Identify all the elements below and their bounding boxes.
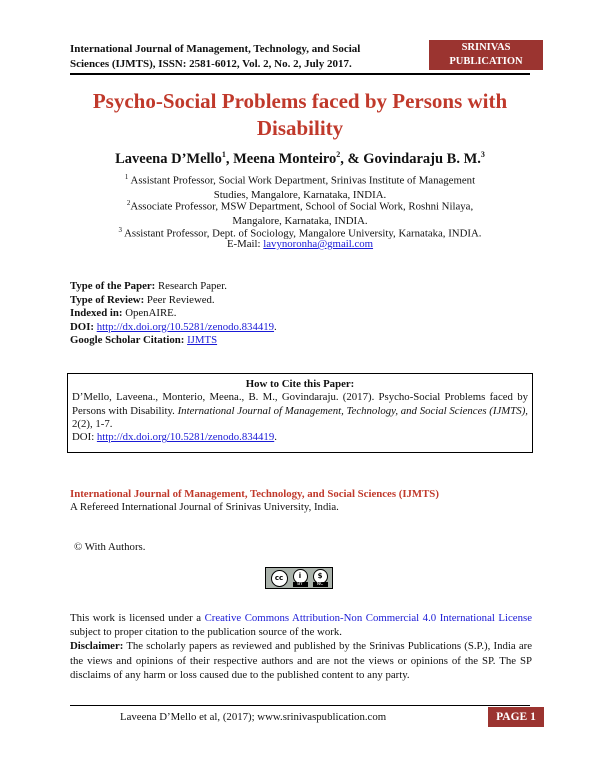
scholar-link[interactable]: IJMTS — [187, 334, 218, 346]
paper-title-line1: Psycho-Social Problems faced by Persons with — [92, 89, 508, 113]
journal-header-line2: Sciences (IJMTS), ISSN: 2581-6012, Vol. 2, No. 2, July 2017. — [70, 57, 352, 70]
affiliation-text: Assistant Professor, Social Work Department, Srinivas Institute of Management Studies, Mangalore, Karnataka, INDIA. — [128, 174, 476, 201]
author-name: Govindaraju B. M. — [363, 150, 481, 167]
author-separator: , — [225, 150, 234, 167]
author-separator: , & — [340, 150, 364, 167]
citation-doi-suffix: . — [274, 431, 277, 444]
publisher-badge-line2: PUBLICATION — [449, 56, 523, 67]
scholar-row — [70, 334, 530, 348]
affiliation-superscript: 2 — [126, 199, 131, 207]
review-type-label: Type of Review: — [70, 293, 145, 306]
doi-row — [70, 321, 530, 335]
cc-license-badge[interactable] — [265, 567, 333, 589]
affiliation-text: Assistant Professor, Dept. of Sociology, Mangalore University, Karnataka, INDIA. — [122, 227, 482, 240]
scholar-label: Google Scholar Citation: — [70, 334, 185, 346]
email-link[interactable]: lavynoronha@gmail.com — [263, 238, 374, 250]
author-list — [60, 150, 540, 168]
footer-divider — [70, 705, 530, 706]
cc-by-label: BY — [293, 582, 308, 587]
publisher-badge — [429, 40, 543, 70]
license-suffix: subject to proper citation to the publication source of the work. — [70, 626, 342, 639]
review-type-value: Peer Reviewed. — [144, 293, 215, 306]
affiliation-text: Associate Professor, MSW Department, School of Social Work, Roshni Nilaya, Mangalore, Karnataka, INDIA. — [130, 200, 474, 227]
page-number-badge: PAGE 1 — [488, 707, 544, 727]
paper-title — [60, 88, 540, 142]
author-name: Laveena D’Mello — [115, 150, 222, 167]
email-label: E-Mail: — [226, 238, 264, 250]
journal-header-line1: International Journal of Management, Technology, and Social — [70, 43, 361, 55]
citation-text-part1: D’Mello, Laveena., Monterio, Meena., B. M., Govindaraju. (2017). Psycho-Social Problems faced by Persons with Disability. — [72, 391, 528, 417]
cc-by-group — [293, 569, 308, 587]
citation-doi-link[interactable]: http://dx.doi.org/10.5281/zenodo.834419 — [96, 431, 275, 444]
header-divider — [70, 73, 530, 75]
citation-doi-row — [72, 431, 528, 444]
citation-heading: How to Cite this Paper: — [245, 378, 355, 390]
paper-type-label: Type of the Paper: — [70, 280, 156, 292]
citation-box — [67, 373, 533, 453]
cc-nc-group — [313, 569, 328, 587]
author-superscript: 1 — [221, 150, 226, 159]
author-superscript: 3 — [480, 150, 485, 159]
attribution-icon: i — [293, 569, 308, 584]
journal-name: International Journal of Management, Technology, and Social Sciences (IJMTS) — [70, 488, 439, 500]
paper-title-line2: Disability — [256, 116, 344, 140]
publisher-badge-line1: SRINIVAS — [461, 42, 511, 53]
citation-text-part2: 2(2), 1-7. — [72, 417, 113, 430]
email-line — [110, 237, 490, 251]
footer-text: Laveena D’Mello et al, (2017); www.srinivaspublication.com — [120, 711, 387, 723]
license-link[interactable]: Creative Commons Attribution-Non Commercial 4.0 International License — [204, 612, 532, 624]
doi-suffix: . — [274, 320, 277, 333]
indexed-value: OpenAIRE. — [122, 307, 177, 319]
citation-journal: International Journal of Management, Technology, and Social Sciences (IJMTS), — [177, 404, 528, 417]
paper-metadata — [70, 280, 530, 348]
disclaimer-label: Disclaimer: — [70, 640, 124, 653]
paper-type-value: Research Paper. — [155, 280, 227, 292]
noncommercial-icon: $ — [313, 569, 328, 584]
review-type-row — [70, 294, 530, 308]
author-name: Meena Monteiro — [233, 150, 337, 167]
journal-header — [70, 42, 415, 71]
affiliation-superscript: 3 — [118, 226, 122, 234]
doi-label: DOI: — [70, 320, 94, 333]
disclaimer-text: The scholarly papers as reviewed and published by the Srinivas Publications (S.P.), India are the views and opinions of their respective authors and are not the views or opinions of the SP. The SP disclaims of any harm or loss caused due to the published content to any party. — [70, 640, 532, 681]
license-statement — [70, 611, 532, 682]
paper-type-row — [70, 280, 530, 294]
indexed-label: Indexed in: — [70, 307, 123, 319]
affiliation-superscript: 1 — [124, 173, 129, 181]
copyright-notice: © With Authors. — [74, 541, 146, 553]
citation-text — [72, 391, 528, 431]
cc-icon: cc — [271, 570, 288, 587]
author-superscript: 2 — [336, 150, 341, 159]
doi-link[interactable]: http://dx.doi.org/10.5281/zenodo.834419 — [96, 320, 275, 333]
citation-doi-label: DOI: — [72, 431, 97, 444]
journal-description: A Refereed International Journal of Srinivas University, India. — [70, 501, 339, 513]
cc-nc-label: NC — [313, 582, 328, 587]
indexed-row — [70, 307, 530, 321]
license-prefix: This work is licensed under a — [70, 612, 205, 624]
